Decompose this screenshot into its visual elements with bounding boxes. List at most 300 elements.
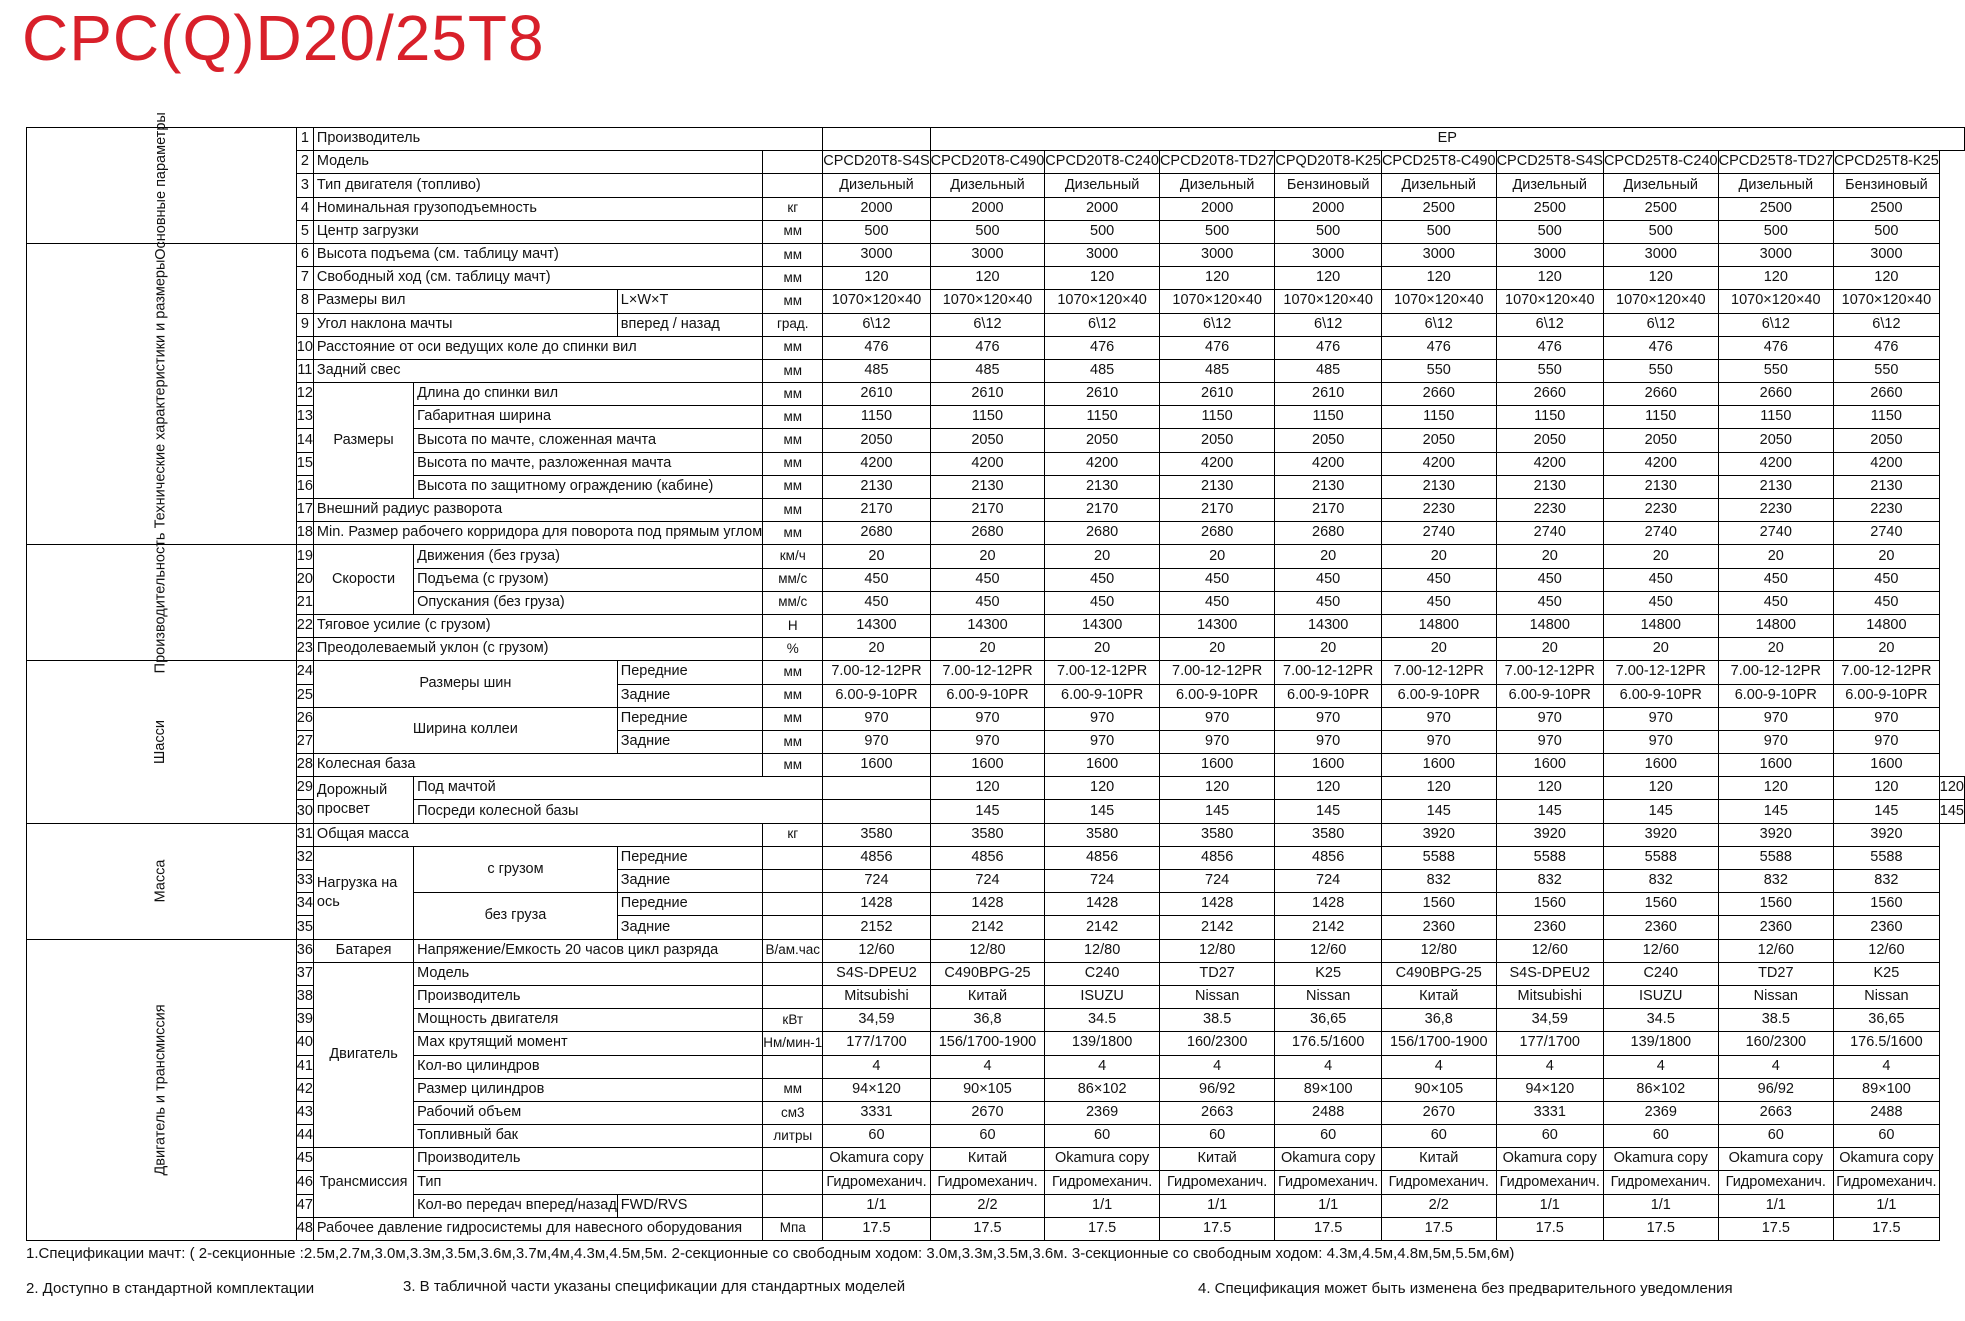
value-cell: 176.5/1600 [1834, 1032, 1940, 1055]
row-number: 25 [296, 684, 313, 707]
table-row [27, 823, 1965, 846]
value-cell: 550 [1834, 359, 1940, 382]
value-cell: 160/2300 [1159, 1032, 1274, 1055]
row-number: 45 [296, 1148, 313, 1171]
value-cell: 36,8 [930, 1009, 1045, 1032]
value-cell: 500 [823, 220, 930, 243]
table-row [27, 661, 1965, 684]
value-cell: 60 [1159, 1125, 1274, 1148]
value-cell: 1070×120×40 [823, 290, 930, 313]
value-cell: 7.00-12-12PR [930, 661, 1045, 684]
value-cell: Okamura copy [1718, 1148, 1833, 1171]
value-cell: 120 [1381, 267, 1496, 290]
value-cell: 485 [1275, 359, 1382, 382]
value-cell: 5588 [1381, 846, 1496, 869]
value-cell: 1/1 [1718, 1194, 1833, 1217]
table-row [27, 359, 1965, 382]
subgroup-label: Двигатель [313, 962, 413, 1148]
value-cell: 120 [1718, 267, 1833, 290]
row-label: Длина до спинки вил [414, 383, 763, 406]
value-cell: C240 [1045, 962, 1160, 985]
value-cell: Nissan [1718, 985, 1833, 1008]
row-number: 4 [296, 197, 313, 220]
row-label: Модель [313, 151, 762, 174]
value-cell: 120 [1159, 777, 1274, 800]
value-cell: 2680 [930, 522, 1045, 545]
value-cell: 86×102 [1603, 1078, 1718, 1101]
value-cell: 60 [1718, 1125, 1833, 1148]
value-cell: 2740 [1496, 522, 1603, 545]
unit-cell: мм [763, 730, 823, 753]
value-cell: 60 [1496, 1125, 1603, 1148]
row-number: 29 [296, 777, 313, 800]
value-cell: 6\12 [1159, 313, 1274, 336]
row-label: Рабочее давление гидросистемы для навесного оборудования [313, 1217, 762, 1240]
table-row [27, 313, 1965, 336]
value-cell: Гидромеханич. [1159, 1171, 1274, 1194]
value-cell: 38.5 [1718, 1009, 1833, 1032]
value-cell: Гидромеханич. [1603, 1171, 1718, 1194]
value-cell: Okamura copy [1603, 1148, 1718, 1171]
value-cell: 14300 [1045, 614, 1160, 637]
unit-cell: кг [763, 197, 823, 220]
value-cell: 476 [1045, 336, 1160, 359]
unit-cell: мм [763, 267, 823, 290]
value-cell: 6\12 [1496, 313, 1603, 336]
row-label: Производитель [414, 985, 763, 1008]
value-cell: 970 [1834, 707, 1940, 730]
row-label: Топливный бак [414, 1125, 763, 1148]
subgroup-label: Трансмиссия [313, 1148, 413, 1218]
value-cell: Nissan [1275, 985, 1382, 1008]
value-cell: 2050 [930, 429, 1045, 452]
value-cell: 1600 [1045, 754, 1160, 777]
value-cell: 5588 [1496, 846, 1603, 869]
value-cell: 20 [823, 638, 930, 661]
value-cell: 7.00-12-12PR [1834, 661, 1940, 684]
value-cell: 6.00-9-10PR [930, 684, 1045, 707]
value-cell: 94×120 [1496, 1078, 1603, 1101]
note-4: 4. Спецификация может быть изменена без предварительного уведомления [1198, 1280, 1733, 1297]
value-cell: 832 [1381, 870, 1496, 893]
value-cell: Китай [930, 1148, 1045, 1171]
value-cell: Гидромеханич. [1718, 1171, 1833, 1194]
row-number: 42 [296, 1078, 313, 1101]
value-cell: 3000 [823, 243, 930, 266]
value-cell: 3920 [1718, 823, 1833, 846]
unit-cell: мм [763, 754, 823, 777]
unit-cell: мм [763, 707, 823, 730]
row-label: Под мачтой [414, 777, 823, 800]
value-cell: 450 [1834, 568, 1940, 591]
value-cell: 145 [1496, 800, 1603, 823]
row-label: Задние [617, 684, 762, 707]
value-cell: 89×100 [1275, 1078, 1382, 1101]
value-cell: 17.5 [1718, 1217, 1833, 1240]
value-cell: 2000 [1045, 197, 1160, 220]
unit-cell: мм [763, 290, 823, 313]
value-cell: 12/60 [823, 939, 930, 962]
value-cell: 1070×120×40 [1275, 290, 1382, 313]
value-cell: 485 [823, 359, 930, 382]
value-cell: 20 [1275, 545, 1382, 568]
value-cell: 450 [1834, 591, 1940, 614]
value-cell: 970 [1159, 730, 1274, 753]
row-number: 35 [296, 916, 313, 939]
unit-cell: мм [763, 243, 823, 266]
value-cell: 14800 [1603, 614, 1718, 637]
value-cell: 450 [1275, 568, 1382, 591]
value-cell: 6.00-9-10PR [1718, 684, 1833, 707]
value-cell: 17.5 [1834, 1217, 1940, 1240]
value-cell: Okamura copy [1834, 1148, 1940, 1171]
unit-cell [763, 1055, 823, 1078]
unit-cell: мм [763, 406, 823, 429]
value-cell: 476 [1496, 336, 1603, 359]
value-cell: 500 [1718, 220, 1833, 243]
unit-cell: мм [763, 661, 823, 684]
value-cell: 36,65 [1834, 1009, 1940, 1032]
value-cell: C490BPG-25 [930, 962, 1045, 985]
row-label: Подъема (с грузом) [414, 568, 763, 591]
value-cell: 4200 [1603, 452, 1718, 475]
group-cell [27, 939, 297, 1240]
table-row [27, 383, 1965, 406]
row-label: Высота по мачте, разложенная мачта [414, 452, 763, 475]
spec-table [26, 111, 1965, 1241]
value-cell: 145 [1718, 800, 1833, 823]
value-cell: Okamura copy [1496, 1148, 1603, 1171]
row-number: 30 [296, 800, 313, 823]
value-cell: Дизельный [1381, 174, 1496, 197]
value-cell: 7.00-12-12PR [823, 661, 930, 684]
value-cell: 20 [1718, 545, 1833, 568]
value-cell: Китай [1159, 1148, 1274, 1171]
row-number: 36 [296, 939, 313, 962]
value-cell: 2050 [1159, 429, 1274, 452]
value-cell: 1600 [1275, 754, 1382, 777]
value-cell: 2360 [1381, 916, 1496, 939]
value-cell: 12/80 [930, 939, 1045, 962]
value-cell: 500 [1603, 220, 1718, 243]
value-cell: 476 [1159, 336, 1274, 359]
value-cell: 3000 [1496, 243, 1603, 266]
value-cell: 3920 [1603, 823, 1718, 846]
value-cell: 20 [1045, 638, 1160, 661]
value-cell: 3000 [1381, 243, 1496, 266]
value-cell: ISUZU [1603, 985, 1718, 1008]
value-cell: 2670 [930, 1101, 1045, 1124]
value-cell: 12/60 [1496, 939, 1603, 962]
unit-cell: Мпа [763, 1217, 823, 1240]
value-cell: 1070×120×40 [930, 290, 1045, 313]
value-cell: 1/1 [1045, 1194, 1160, 1217]
value-cell: 970 [1275, 707, 1382, 730]
value-cell: 2488 [1275, 1101, 1382, 1124]
value-cell: 550 [1603, 359, 1718, 382]
value-cell: 450 [930, 568, 1045, 591]
model-header: CPCD25T8-TD27 [1718, 151, 1833, 174]
value-cell: Okamura copy [823, 1148, 930, 1171]
value-cell: 20 [1381, 545, 1496, 568]
unit-cell [823, 128, 930, 151]
value-cell: 1600 [930, 754, 1045, 777]
value-cell: 17.5 [1381, 1217, 1496, 1240]
value-cell: Дизельный [1496, 174, 1603, 197]
value-cell: 12/80 [1159, 939, 1274, 962]
value-cell: 177/1700 [1496, 1032, 1603, 1055]
value-cell: 724 [1045, 870, 1160, 893]
unit-cell: мм [763, 336, 823, 359]
value-cell: Гидромеханич. [1045, 1171, 1160, 1194]
value-cell: 500 [1045, 220, 1160, 243]
table-row [27, 962, 1965, 985]
value-cell: 156/1700-1900 [1381, 1032, 1496, 1055]
row-number: 23 [296, 638, 313, 661]
value-cell: 6\12 [1045, 313, 1160, 336]
value-cell: 177/1700 [823, 1032, 930, 1055]
value-cell: 17.5 [823, 1217, 930, 1240]
value-cell: 120 [1603, 267, 1718, 290]
value-cell: 450 [1718, 568, 1833, 591]
row-number: 24 [296, 661, 313, 684]
value-cell: 4200 [1275, 452, 1382, 475]
value-cell: 4200 [1159, 452, 1274, 475]
value-cell: 120 [1275, 777, 1382, 800]
row-number: 15 [296, 452, 313, 475]
value-cell: 1560 [1603, 893, 1718, 916]
value-cell: 2050 [1496, 429, 1603, 452]
value-cell: 970 [1045, 730, 1160, 753]
subgroup-label: Ширина коллеи [313, 707, 617, 753]
value-cell: 4 [1159, 1055, 1274, 1078]
row-label: Центр загрузки [313, 220, 762, 243]
value-cell: 20 [1718, 638, 1833, 661]
value-cell: 970 [823, 730, 930, 753]
row-label: Внешний радиус разворота [313, 499, 762, 522]
value-cell: 20 [1496, 545, 1603, 568]
value-cell: 970 [1718, 730, 1833, 753]
value-cell: 970 [1381, 730, 1496, 753]
value-cell: Дизельный [930, 174, 1045, 197]
row-label: Рабочий объем [414, 1101, 763, 1124]
table-row [27, 151, 1965, 174]
model-header: CPCD20T8-S4S [823, 151, 930, 174]
value-cell: 5588 [1834, 846, 1940, 869]
value-cell: 17.5 [1159, 1217, 1274, 1240]
value-cell: Nissan [1834, 985, 1940, 1008]
value-cell: 2610 [1045, 383, 1160, 406]
row-number: 9 [296, 313, 313, 336]
value-cell: 120 [1496, 267, 1603, 290]
value-cell: 2/2 [930, 1194, 1045, 1217]
value-cell: 4 [1496, 1055, 1603, 1078]
value-cell: 1150 [1381, 406, 1496, 429]
value-cell: 1/1 [1275, 1194, 1382, 1217]
value-cell: 832 [1718, 870, 1833, 893]
value-cell: 7.00-12-12PR [1275, 661, 1382, 684]
value-cell: 120 [1834, 777, 1940, 800]
unit-cell: мм [763, 429, 823, 452]
value-cell: 160/2300 [1718, 1032, 1833, 1055]
value-cell: 60 [823, 1125, 930, 1148]
unit-cell [763, 846, 823, 869]
value-cell: 2130 [1834, 475, 1940, 498]
value-cell: 60 [1381, 1125, 1496, 1148]
group-label: Технические характеристики и размеры [152, 259, 169, 529]
value-cell: 5588 [1603, 846, 1718, 869]
value-cell: 20 [1045, 545, 1160, 568]
value-cell: 4200 [1045, 452, 1160, 475]
row-label: Опускания (без груза) [414, 591, 763, 614]
value-cell: 2130 [823, 475, 930, 498]
value-cell: 450 [1381, 568, 1496, 591]
value-cell: 2170 [930, 499, 1045, 522]
value-cell: 2000 [1159, 197, 1274, 220]
group-label: Шасси [152, 719, 169, 764]
value-cell: 2500 [1603, 197, 1718, 220]
value-cell: 2680 [823, 522, 930, 545]
value-cell: 2740 [1603, 522, 1718, 545]
row-label: Свободный ход (см. таблицу мачт) [313, 267, 762, 290]
table-row [27, 638, 1965, 661]
value-cell: 2050 [1381, 429, 1496, 452]
value-cell: 14800 [1496, 614, 1603, 637]
row-number: 47 [296, 1194, 313, 1217]
value-cell: 145 [1603, 800, 1718, 823]
value-cell: 6\12 [823, 313, 930, 336]
value-cell: 14300 [930, 614, 1045, 637]
value-cell: 120 [823, 267, 930, 290]
row-number: 27 [296, 730, 313, 753]
value-cell: 2050 [1045, 429, 1160, 452]
unit-cell: % [763, 638, 823, 661]
row-number: 28 [296, 754, 313, 777]
value-cell: 4200 [1718, 452, 1833, 475]
value-cell: 1600 [1159, 754, 1274, 777]
value-cell: 3000 [1045, 243, 1160, 266]
value-cell: Дизельный [1718, 174, 1833, 197]
value-cell: 145 [1159, 800, 1274, 823]
value-cell: K25 [1275, 962, 1382, 985]
value-cell: 2130 [1045, 475, 1160, 498]
value-cell: 1/1 [1159, 1194, 1274, 1217]
value-cell: 970 [930, 707, 1045, 730]
value-cell: 3000 [1834, 243, 1940, 266]
value-cell: 2000 [1275, 197, 1382, 220]
table-row [27, 174, 1965, 197]
value-cell: 12/60 [1834, 939, 1940, 962]
value-cell: 7.00-12-12PR [1718, 661, 1833, 684]
value-cell: 1150 [1159, 406, 1274, 429]
value-cell: 2130 [1718, 475, 1833, 498]
value-cell: 1600 [823, 754, 930, 777]
value-cell: 476 [1834, 336, 1940, 359]
value-cell: 12/80 [1045, 939, 1160, 962]
value-cell: 2050 [1718, 429, 1833, 452]
row-label: Размер цилиндров [414, 1078, 763, 1101]
value-cell: 5588 [1718, 846, 1833, 869]
table-row [27, 754, 1965, 777]
value-cell: 1150 [1718, 406, 1833, 429]
table-row [27, 243, 1965, 266]
value-cell: 6\12 [1718, 313, 1833, 336]
value-cell: Китай [930, 985, 1045, 1008]
row-label: Размеры вил [313, 290, 617, 313]
value-cell: 476 [1275, 336, 1382, 359]
value-cell: 1070×120×40 [1496, 290, 1603, 313]
row-number: 7 [296, 267, 313, 290]
value-cell: 7.00-12-12PR [1159, 661, 1274, 684]
value-cell: 86×102 [1045, 1078, 1160, 1101]
unit-cell: литры [763, 1125, 823, 1148]
value-cell: 3331 [1496, 1101, 1603, 1124]
row-number: 33 [296, 870, 313, 893]
value-cell: 145 [930, 800, 1045, 823]
value-cell: 2660 [1834, 383, 1940, 406]
row-number: 8 [296, 290, 313, 313]
value-cell: 2360 [1603, 916, 1718, 939]
model-header: CPCD25T8-K25 [1834, 151, 1940, 174]
value-cell: 120 [930, 267, 1045, 290]
value-cell: Дизельный [823, 174, 930, 197]
model-header: CPCD25T8-S4S [1496, 151, 1603, 174]
value-cell: 1/1 [823, 1194, 930, 1217]
value-cell: 450 [1045, 591, 1160, 614]
table-row [27, 939, 1965, 962]
value-cell: 2500 [1381, 197, 1496, 220]
value-cell: 1/1 [1603, 1194, 1718, 1217]
unit-cell [763, 1171, 823, 1194]
value-cell: 4 [1275, 1055, 1382, 1078]
value-cell: 1070×120×40 [1834, 290, 1940, 313]
value-cell: 970 [1603, 707, 1718, 730]
group-cell [27, 111, 297, 260]
value-cell: 3000 [1275, 243, 1382, 266]
value-cell: 20 [1603, 545, 1718, 568]
value-cell: 6\12 [1603, 313, 1718, 336]
value-cell: 970 [1381, 707, 1496, 730]
value-cell: 1600 [1603, 754, 1718, 777]
row-label: Движения (без груза) [414, 545, 763, 568]
value-cell: 500 [1496, 220, 1603, 243]
value-cell: 20 [1381, 638, 1496, 661]
value-cell: 450 [930, 591, 1045, 614]
value-cell: 17.5 [1496, 1217, 1603, 1240]
value-cell: 7.00-12-12PR [1603, 661, 1718, 684]
row-number: 41 [296, 1055, 313, 1078]
value-cell: 120 [930, 777, 1045, 800]
value-cell: 450 [1603, 568, 1718, 591]
unit-cell: см3 [763, 1101, 823, 1124]
value-cell: 60 [1603, 1125, 1718, 1148]
row-number: 6 [296, 243, 313, 266]
value-cell: 139/1800 [1045, 1032, 1160, 1055]
value-cell: 4856 [1045, 846, 1160, 869]
value-cell: 4200 [823, 452, 930, 475]
value-cell: 17.5 [1275, 1217, 1382, 1240]
value-cell: 2488 [1834, 1101, 1940, 1124]
value-cell: 139/1800 [1603, 1032, 1718, 1055]
table-row [27, 614, 1965, 637]
value-cell: 450 [1159, 591, 1274, 614]
note-2: 2. Доступно в стандартной комплектации [26, 1280, 315, 1297]
value-cell: 6\12 [930, 313, 1045, 336]
value-cell: 145 [1381, 800, 1496, 823]
row-number: 3 [296, 174, 313, 197]
value-cell: 1070×120×40 [1381, 290, 1496, 313]
page-title: CPC(Q)D20/25T8 [22, 2, 545, 74]
